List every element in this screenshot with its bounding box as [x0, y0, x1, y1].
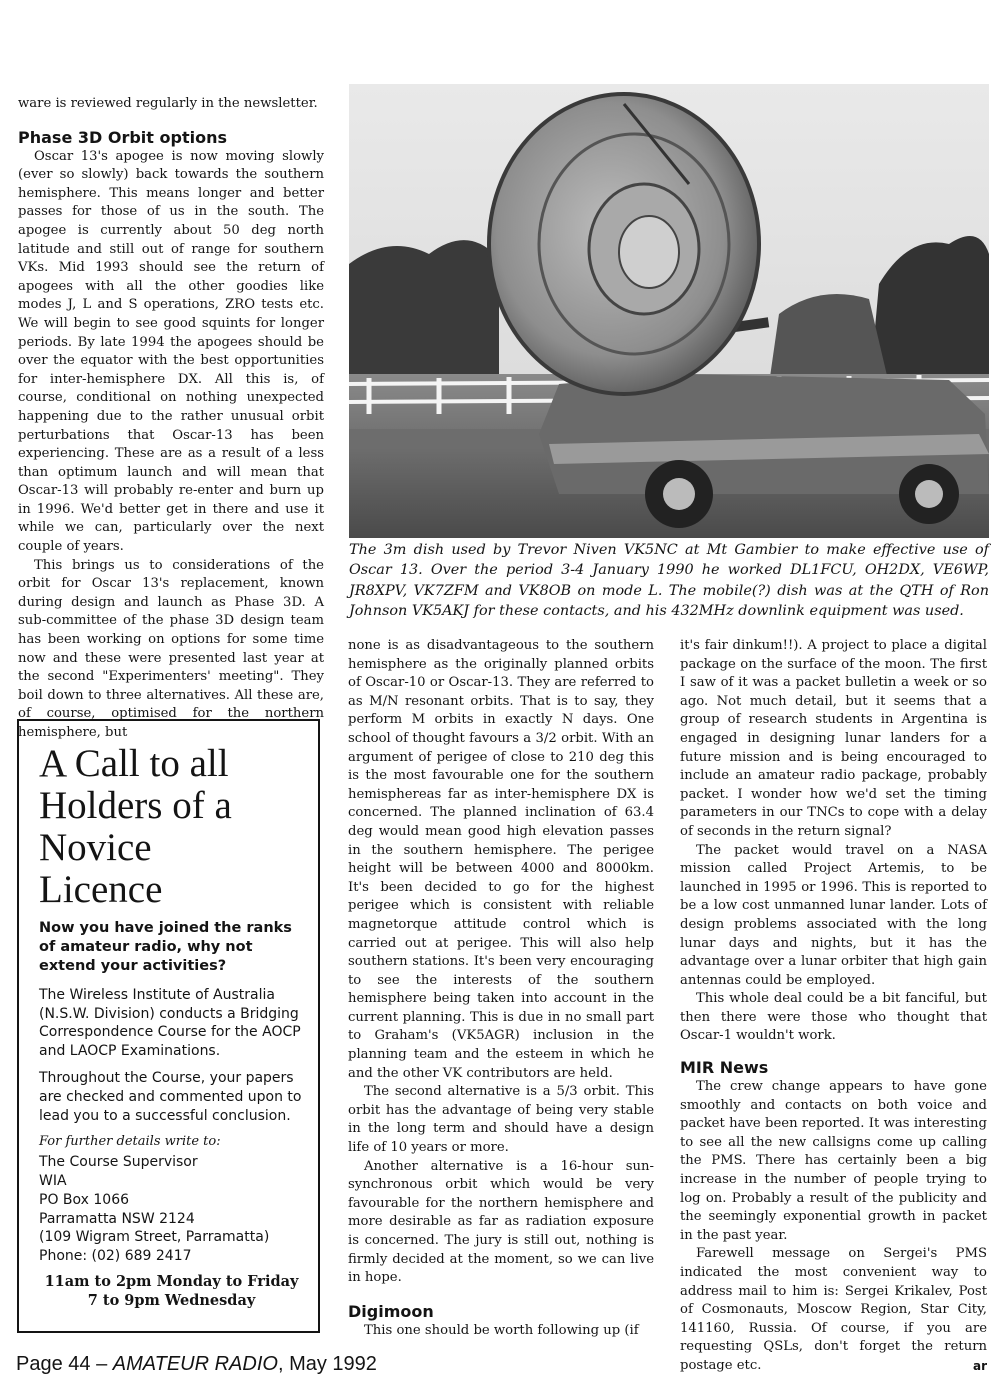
paragraph: none is as disadvantageous to the southern hemisphere as the originally planned orbits of Oscar-10 or Oscar-13. They are referred to as M/N resonant orbits. That is to say, they perform M orbits in exactly N days. One school of thought favours a 3/2 orbit. With an argument of perigee of close to 210 deg this is the most favourable one for the southern hemisphereas far as inter-hemisphere DX is concerned. The planned inclination of 63.4 deg would mean good high elevation passes in the southern hemisphere. The perigee height will be between 4000 and 8000km. It's been decided to go for the highest perigee which is consistent with reliable magnetorque attitude control which is carried out at perigee. This will also help southern stations. It's been very encouraging to see the interests of the southern hemisphere being taken into account in the current planning. This is due in no small part to Graham's (VK5AGR) inclusion in the planning team and the esteem in which he and the other VK contributors are held.	[348, 638, 654, 1081]
ad-paragraph: Throughout the Course, your papers are checked and commented upon to lead you to a successful conclusion.	[39, 1070, 302, 1124]
ad-address-line: Parramatta NSW 2124	[39, 1210, 195, 1227]
ad-address	[39, 1153, 304, 1266]
paragraph: The crew change appears to have gone smoothly and contacts on both voice and packet have been reported. It was interesting to see all the new callsigns come up calling the PMS. There has certainly been a big increase in the number of people trying to log on. Probably a result of the publicity and the seemingly exponential growth in packet in the past year.	[680, 1079, 987, 1243]
middle-column	[348, 637, 654, 1340]
ad-lead: Now you have joined the ranks of amateur radio, why not extend your activities?	[39, 920, 292, 974]
ad-hours	[39, 1272, 304, 1310]
ad-hours-line: 7 to 9pm Wednesday	[87, 1291, 256, 1309]
ad-headline-line: Novice	[39, 826, 152, 869]
ad-paragraph: The Wireless Institute of Australia (N.S.W. Division) conducts a Bridging Correspondence Course for the AOCP and LAOCP Examinations.	[39, 987, 301, 1059]
paragraph: The second alternative is a 5/3 orbit. This orbit has the advantage of being very stable in the long term and should have a design life of 10 years or more.	[348, 1084, 654, 1156]
ad-address-line: PO Box 1066	[39, 1191, 130, 1208]
dish-photo	[349, 84, 989, 538]
left-column	[18, 95, 324, 743]
ad-address-line: The Course Supervisor	[39, 1154, 198, 1171]
ad-headline-line: Licence	[39, 868, 163, 911]
satellite-dish-on-utility-image	[349, 84, 989, 538]
ad-headline-line: Holders of a	[39, 784, 232, 827]
novice-licence-ad	[17, 719, 320, 1333]
ad-headline-line: A Call to all	[39, 742, 229, 785]
paragraph: The packet would travel on a NASA mission called Project Artemis, to be launched in 1995 or 1996. This is reported to be a low cost unmanned lunar lander. Lots of design problems associated with the long lunar days and nights, but it has the advantage over a lunar orbiter that high gain antennas could be employed.	[680, 842, 987, 988]
right-column	[680, 637, 987, 1376]
ad-address-line: WIA	[39, 1172, 67, 1189]
paragraph: This brings us to considerations of the orbit for Oscar 13's replacement, known during design and launch as Phase 3D. A sub-committee of the phase 3D design team has been working on options for some time now and these were presented last year at the second "Experimenters' meeting". They boil down to three alternatives. All these are, of course, optimised for the northern hemisphere, but	[18, 557, 324, 740]
paragraph	[680, 1245, 987, 1375]
photo-caption: The 3m dish used by Trevor Niven VK5NC at Mt Gambier to make effective use of Oscar 13. Over the period 3-4 January 1990 he worked DL1FCU, OH2DX, VE6WP, JR8XPV, VK7ZFM and VK8OB on mode L. The mobile(?) dish was at the QTH of Ron Johnson VK5AKJ for these contacts, and his 432MHz downlink equipment was used.	[349, 542, 989, 620]
ad-address-line: (109 Wigram Street, Parramatta)	[39, 1229, 270, 1246]
footer-issue-date: , May 1992	[277, 1353, 377, 1375]
paragraph: it's fair dinkum!!). A project to place a digital package on the surface of the moon. The first I saw of it was a packet bulletin a week or so ago. Not much detail, but it seems that a group of research students in Argentina is engaged in designing lunar landers for a future mission and is being encouraged to include an amateur radio package, probably packet. I wonder how we'd set the timing parameters in our TNCs to cope with a delay of seconds in the return signal?	[680, 638, 987, 839]
paragraph-text: Farewell message on Sergei's PMS indicated the most convenient way to address mail to him is: Sergei Krikalev, Post of Cosmonauts, Moscow Region, Star City, 141160, Russia. Of course, if you are requesting QSLs, don't forget the return postage etc.	[680, 1246, 987, 1373]
heading-mir-news: MIR News	[680, 1058, 769, 1078]
heading-phase-3d: Phase 3D Orbit options	[18, 127, 227, 147]
ad-headline	[39, 743, 304, 911]
page-footer	[16, 1352, 377, 1376]
ad-hours-line: 11am to 2pm Monday to Friday	[44, 1272, 299, 1290]
paragraph: Another alternative is a 16-hour sun-synchronous orbit which would be very favourable for the northern hemisphere and more desirable as far as radiation exposure is concerned. The jury is still out, nothing is firmly decided at the moment, so we can live in hope.	[348, 1158, 654, 1286]
paragraph: This one should be worth following up (if	[364, 1322, 639, 1338]
paragraph: This whole deal could be a bit fanciful, but then there were those who thought that Oscar-1 wouldn't work.	[680, 991, 987, 1044]
heading-digimoon: Digimoon	[348, 1301, 434, 1321]
footer-page-number: Page 44 –	[16, 1353, 113, 1375]
ad-further-details: For further details write to:	[39, 1134, 221, 1150]
paragraph: Oscar 13's apogee is now moving slowly (ever so slowly) back towards the southern hemisphere. This means longer and better passes for those of us in the south. The apogee is currently about 50 deg north latitude and still out of range for southern VKs. Mid 1993 should see the return of apogees with all the other goodies like modes J, L and S operations, ZRO tests etc. We will begin to see good squints for longer periods. By late 1994 the apogees should be over the equator with the best opportunities for inter-hemisphere DX. All this is, of course, conditional on nothing unexpected happening due to the rather unusual orbit perturbations that Oscar-13 has been experiencing. These are as a result of a less than optimum launch and will mean that Oscar-13 will probably re-enter and burn up in 1996. We'd better get in there and use it while we can, particularly over the next couple of years.	[18, 148, 324, 555]
footer-magazine-title: AMATEUR RADIO	[112, 1353, 278, 1375]
ad-address-line: Phone: (02) 689 2417	[39, 1248, 192, 1265]
signoff: ar	[972, 1358, 987, 1373]
continued-fragment: ware is reviewed regularly in the newsletter.	[18, 96, 318, 111]
